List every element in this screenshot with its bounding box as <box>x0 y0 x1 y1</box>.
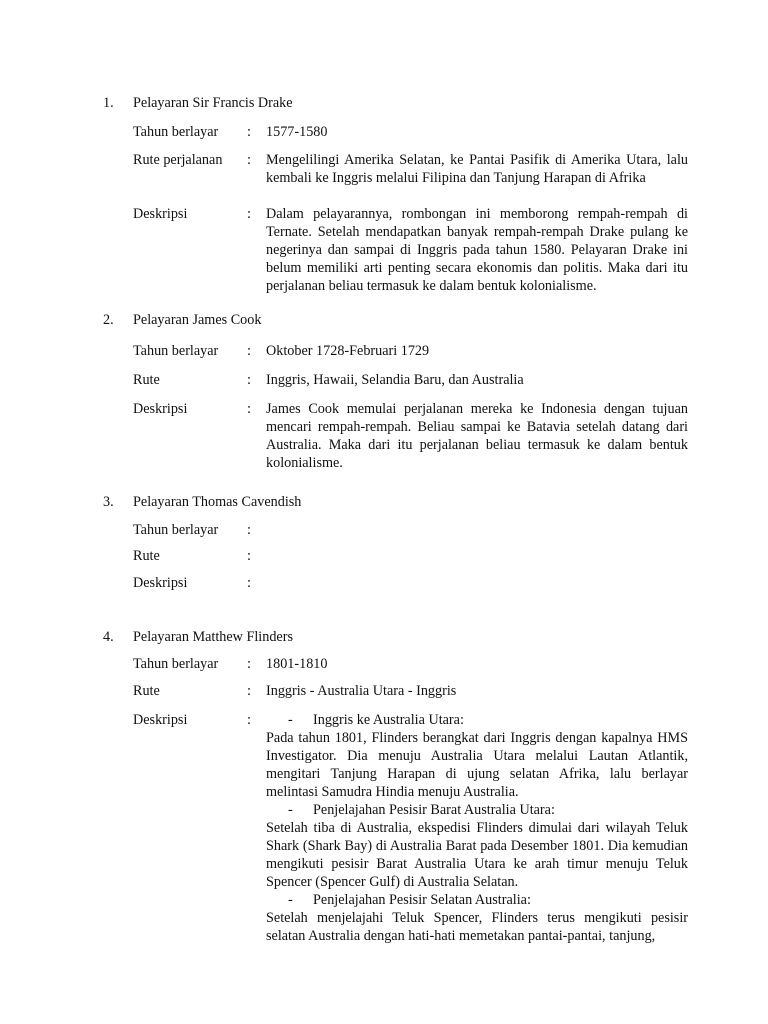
row-colon: : <box>247 656 251 672</box>
section-title: Pelayaran James Cook <box>133 312 262 328</box>
section-title: Pelayaran Thomas Cavendish <box>133 494 302 510</box>
row-value: Mengelilingi Amerika Selatan, ke Pantai Pasifik di Amerika Utara, lalu kembali ke Inggris melalui Filipina dan Tanjung Harapan di Afrika <box>266 152 688 186</box>
row-label: Deskripsi <box>133 712 188 728</box>
row-value: Oktober 1728-Februari 1729 <box>266 343 430 359</box>
row-colon: : <box>247 401 251 417</box>
bullet-heading-text: Penjelajahan Pesisir Barat Australia Utara: <box>313 802 555 818</box>
row-value: 1801-1810 <box>266 656 328 672</box>
bullet-paragraph: Pada tahun 1801, Flinders berangkat dari Inggris dengan kapalnya HMS Investigator. Dia menuju Australia Utara melalui Lautan Atlantik, mengitari Tanjung Harapan di ujung selatan Afrika, lalu berlayar melintasi Samudra Hindia menuju Australia. <box>266 730 688 800</box>
section-number: 1. <box>103 95 114 111</box>
row-colon: : <box>247 372 251 388</box>
row-label: Rute <box>133 372 160 388</box>
row-colon: : <box>247 575 251 591</box>
bullet-heading-text: Penjelajahan Pesisir Selatan Australia: <box>313 892 531 908</box>
row-colon: : <box>247 152 251 168</box>
row-label: Deskripsi <box>133 401 188 417</box>
bullet-heading <box>266 891 688 909</box>
row-value: 1577-1580 <box>266 124 328 140</box>
row-label: Tahun berlayar <box>133 124 219 140</box>
dash-marker: - <box>288 712 293 728</box>
row-value: Dalam pelayarannya, rombongan ini memborong rempah-rempah di Ternate. Setelah mendapatkan banyak rempah-rempah Drake pulang ke negerinya dan sampai di Inggris pada tahun 1580. Pelayaran Drake ini belum memiliki arti penting secara ekonomis dan politis. Maka dari itu perjalanan beliau termasuk ke dalam bentuk kolonialisme. <box>266 206 688 294</box>
row-colon: : <box>247 548 251 564</box>
row-label: Rute <box>133 683 160 699</box>
row-colon: : <box>247 343 251 359</box>
row-label: Tahun berlayar <box>133 522 219 538</box>
bullet-paragraph: Setelah tiba di Australia, ekspedisi Flinders dimulai dari wilayah Teluk Shark (Shark Bay) di Australia Barat pada Desember 1801. Dia kemudian mengikuti pesisir Barat Australia Utara ke arah timur menuju Teluk Spencer (Spencer Gulf) di Australia Selatan. <box>266 820 688 890</box>
bullet-heading <box>266 801 688 819</box>
row-value: James Cook memulai perjalanan mereka ke Indonesia dengan tujuan mencari rempah-rempah. Beliau sampai ke Batavia setelah datang dari Australia. Maka dari itu perjalanan beliau termasuk ke dalam bentuk kolonialisme. <box>266 401 688 471</box>
row-label: Rute <box>133 548 160 564</box>
row-colon: : <box>247 206 251 222</box>
section-title: Pelayaran Sir Francis Drake <box>133 95 293 111</box>
row-label: Rute perjalanan <box>133 152 223 168</box>
row-label: Tahun berlayar <box>133 343 219 359</box>
row-label: Deskripsi <box>133 206 188 222</box>
bullet-heading-text: Inggris ke Australia Utara: <box>313 712 464 728</box>
description-list <box>266 711 688 945</box>
section-number: 3. <box>103 494 114 510</box>
section-title: Pelayaran Matthew Flinders <box>133 629 293 645</box>
section-number: 2. <box>103 312 114 328</box>
section-number: 4. <box>103 629 114 645</box>
row-colon: : <box>247 712 251 728</box>
row-colon: : <box>247 124 251 140</box>
dash-marker: - <box>288 802 293 818</box>
row-value: Inggris, Hawaii, Selandia Baru, dan Australia <box>266 372 524 388</box>
dash-marker: - <box>288 892 293 908</box>
bullet-paragraph: Setelah menjelajahi Teluk Spencer, Flinders terus mengikuti pesisir selatan Australia dengan hati-hati memetakan pantai-pantai, tanjung, <box>266 910 688 944</box>
bullet-heading <box>266 711 688 729</box>
row-value: Inggris - Australia Utara - Inggris <box>266 683 457 699</box>
row-label: Deskripsi <box>133 575 188 591</box>
row-colon: : <box>247 522 251 538</box>
row-label: Tahun berlayar <box>133 656 219 672</box>
row-colon: : <box>247 683 251 699</box>
